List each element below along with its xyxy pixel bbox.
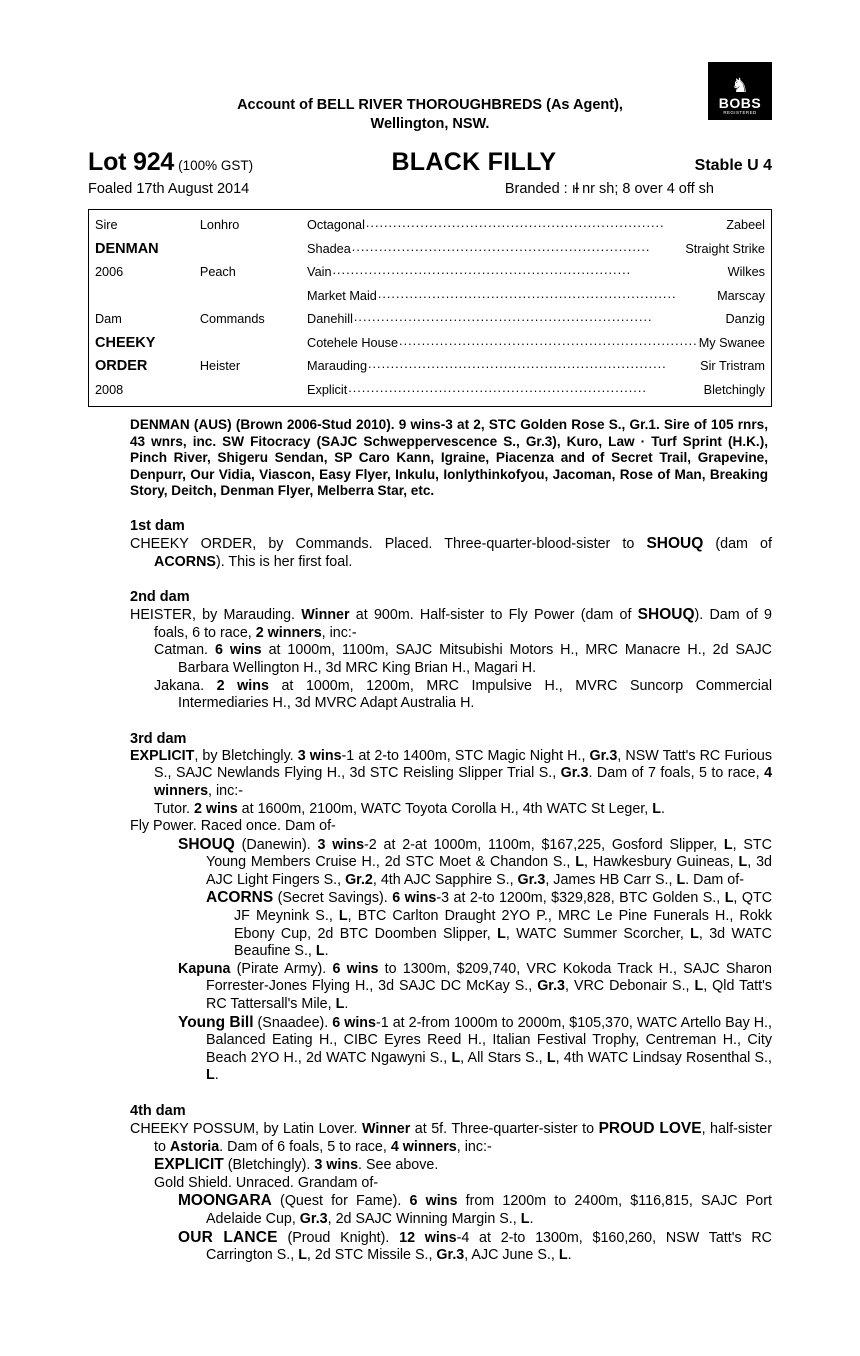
pedigree-entry-right: Danzig [725, 312, 765, 326]
dot-leader: .................................................................. [353, 310, 653, 324]
pedigree-entry-left: Danehill [307, 312, 353, 326]
progeny-item: ACORNS (Secret Savings). 6 wins-3 at 2-to 1200m, $329,828, BTC Golden S., L, QTC JF Meynink S., L, BTC Carlton Draught 2YO P., MRC Le Pine Funerals H., Rokk Ebony Cup, 2d BTC Doomben Slipper, L, WATC Summer Scorcher, L, 3d WATC Beaufine S., L. [206, 889, 773, 960]
pedigree-entry-right: Marscay [717, 288, 765, 303]
first-dam-text: CHEEKY ORDER, by Commands. Placed. Three-quarter-blood-sister to SHOUQ (dam of ACORNS). This is her first foal. [130, 534, 772, 570]
progeny-item: SHOUQ (Danewin). 3 wins-2 at 2-at 1000m, 1100m, $167,225, Gosford Slipper, L, STC Young Members Cruise H., 2d STC Moet & Chandon S., L, Hawkesbury Guineas, L, 3d AJC Light Fingers S., Gr.2, 4th AJC Sapphire S., Gr.3, James HB Carr S., L. Dam of- [178, 835, 772, 888]
pedigree-entry [307, 261, 765, 285]
third-dam-heading: 3rd dam [130, 730, 187, 747]
dam-label: Dam [95, 312, 122, 326]
progeny-item: Tutor. 2 wins at 1600m, 2100m, WATC Toyota Corolla H., 4th WATC St Leger, L. [154, 800, 665, 817]
bobs-logo-name: BOBS [718, 95, 762, 111]
dam-dam: Heister [199, 359, 241, 373]
dot-leader: .................................................................. [368, 357, 667, 371]
progeny-item: EXPLICIT (Bletchingly). 3 wins. See above. [154, 1156, 439, 1174]
pedigree-entry [307, 214, 765, 238]
fourth-dam-text: CHEEKY POSSUM, by Latin Lover. Winner at 5f. Three-quarter-sister to PROUD LOVE, half-sister to Astoria. Dam of 6 foals, 5 to race, 4 winners, inc:- [130, 1120, 773, 1155]
progeny-item: Gold Shield. Unraced. Grandam of- [154, 1174, 379, 1191]
pedigree-entry [307, 308, 765, 332]
gst-note: (100% GST) [178, 158, 254, 173]
second-dam-text: HEISTER, by Marauding. Winner at 900m. Half-sister to Fly Power (dam of SHOUQ). Dam of 9 foals, 6 to race, 2 winners, inc:- [130, 606, 772, 641]
progeny-item: Kapuna (Pirate Army). 6 wins to 1300m, $209,740, VRC Kokoda Track H., SAJC Sharon Forrester-Jones Flying H., 3d SAJC DC McKay S., Gr.3, VRC Debonair S., L, Qld Tatt's RC Tattersall's Mile, L. [178, 960, 773, 1013]
pedigree-entry-left: Marauding [307, 359, 367, 373]
account-line-1: Account of BELL RIVER THOROUGHBREDS (As Agent), [237, 97, 623, 113]
bobs-logo-sub: REGISTERED [723, 110, 757, 115]
pedigree-entry [307, 285, 765, 309]
pedigree-entry [307, 379, 765, 403]
pedigree-entry [307, 238, 765, 262]
sire-dam: Peach [199, 265, 236, 279]
pedigree-col-3 [301, 210, 771, 406]
progeny-item: MOONGARA (Quest for Fame). 6 wins from 1200m to 2400m, $116,815, SAJC Port Adelaide Cup, Gr.3, 2d SAJC Winning Margin S., L. [178, 1192, 772, 1227]
dot-leader: .................................................................. [332, 263, 632, 277]
pedigree-entry-right: My Swanee [698, 335, 765, 350]
dot-leader: .................................................................. [377, 286, 677, 301]
account-heading [88, 0, 772, 134]
second-dam-heading: 2nd dam [130, 589, 190, 606]
brand-glyph: ıƗ [571, 181, 579, 197]
fourth-dam-heading: 4th dam [130, 1103, 186, 1119]
dam-year: 2008 [95, 382, 124, 397]
lot-left [88, 148, 253, 177]
dot-leader: .................................................................. [399, 333, 698, 348]
sire-summary: DENMAN (AUS) (Brown 2006-Stud 2010). 9 wins-3 at 2, STC Golden Rose S., Gr.1. Sire of 105 rnrs, 43 wnrs, inc. SW Fitocracy (SAJC Schweppervescence S., Gr.3), Kuro, Law · Turf Sprint (H.K.), Pinch River, Shigeru Sendan, SP Caro Kann, Igraine, Piacenza and of Secret Trail, Grapevine, Denpurr, Our Vidia, Viascon, Easy Flyer, Inkulu, Ionlythinkofyou, Jacoman, Rose of Man, Breaking Story, Deitch, Denman Flyer, Melberra Star, etc. [130, 417, 768, 499]
branded-detail: nr sh; 8 over 4 off sh [582, 181, 714, 197]
progeny-item: Fly Power. Raced once. Dam of- [130, 818, 336, 835]
third-dam-text: EXPLICIT, by Bletchingly. 3 wins-1 at 2-to 1400m, STC Magic Night H., Gr.3, NSW Tatt's RC Furious S., SAJC Newlands Flying H., 3d STC Reisling Slipper Trial S., Gr.3. Dam of 7 foals, 5 to race, 4 winners, inc:- [130, 747, 773, 799]
pedigree-entry [307, 332, 765, 356]
sire-label: Sire [95, 218, 118, 232]
dot-leader: .................................................................. [365, 216, 665, 230]
pedigree-entry-right: Zabeel [726, 218, 765, 232]
pedigree-entry-right: Sir Tristram [700, 359, 765, 373]
sire-year: 2006 [95, 265, 124, 279]
pedigree-entry-left: Shadea [307, 241, 351, 256]
lot-number: Lot 924 [88, 148, 175, 176]
bobs-logo [708, 62, 772, 120]
dot-leader: .................................................................. [348, 380, 647, 395]
page-title: BLACK FILLY [391, 148, 557, 176]
pedigree-entry-right: Bletchingly [703, 382, 765, 397]
dam-sire: Commands [199, 312, 265, 326]
branded-label: Branded : [504, 181, 568, 197]
sire-sire: Lonhro [199, 218, 240, 232]
first-dam-heading: 1st dam [130, 517, 185, 534]
pedigree-entry-right: Wilkes [727, 265, 765, 279]
progeny-item: Jakana. 2 wins at 1000m, 1200m, MRC Impulsive H., MVRC Suncorp Commercial Intermediaries H., 3d MVRC Adapt Australia H. [154, 677, 773, 712]
branded-info [505, 181, 772, 197]
progeny-item: OUR LANCE (Proud Knight). 12 wins-4 at 2-to 1300m, $160,260, NSW Tatt's RC Carrington S., L, 2d STC Missile S., Gr.3, AJC June S., L. [178, 1228, 773, 1264]
pedigree-entry-left: Vain [307, 265, 332, 279]
pedigree-entry-left: Market Maid [307, 288, 377, 303]
progeny-item: Catman. 6 wins at 1000m, 1100m, SAJC Mitsubishi Motors H., MRC Manacre H., 2d SAJC Barbara Wellington H., 3d MRC King Brian H., Magari H. [154, 642, 773, 676]
pedigree-entry-right: Straight Strike [685, 241, 765, 256]
dam-name: CHEEKY ORDER [95, 334, 156, 374]
progeny-item: Young Bill (Snaadee). 6 wins-1 at 2-from 1000m to 2000m, $105,370, WATC Artello Bay H., Balanced Eating H., CIBC Eyres Reed H., Italian Festival Trophy, Centreman H., City Beach 2YO H., 2d WATC Ngawyni S., L, All Stars S., L, 4th WATC Lindsay Rosenthal S., L. [178, 1013, 773, 1084]
pedigree-entry-left: Octagonal [307, 218, 365, 232]
sire-name: DENMAN [95, 240, 159, 257]
pedigree-entry-left: Explicit [307, 382, 348, 397]
pedigree-table [88, 209, 772, 407]
foaled-row [88, 181, 772, 197]
foaled-date: Foaled 17th August 2014 [88, 181, 250, 197]
pedigree-entry [307, 355, 765, 379]
horse-icon: ♞ [731, 73, 749, 97]
lot-row [88, 148, 772, 177]
pedigree-col-1 [89, 210, 194, 406]
stable-label: Stable U 4 [694, 157, 772, 174]
account-line-2: Wellington, NSW. [370, 116, 490, 132]
pedigree-col-2 [194, 210, 301, 406]
dot-leader: .................................................................. [351, 239, 651, 254]
pedigree-entry-left: Cotehele House [307, 335, 399, 350]
